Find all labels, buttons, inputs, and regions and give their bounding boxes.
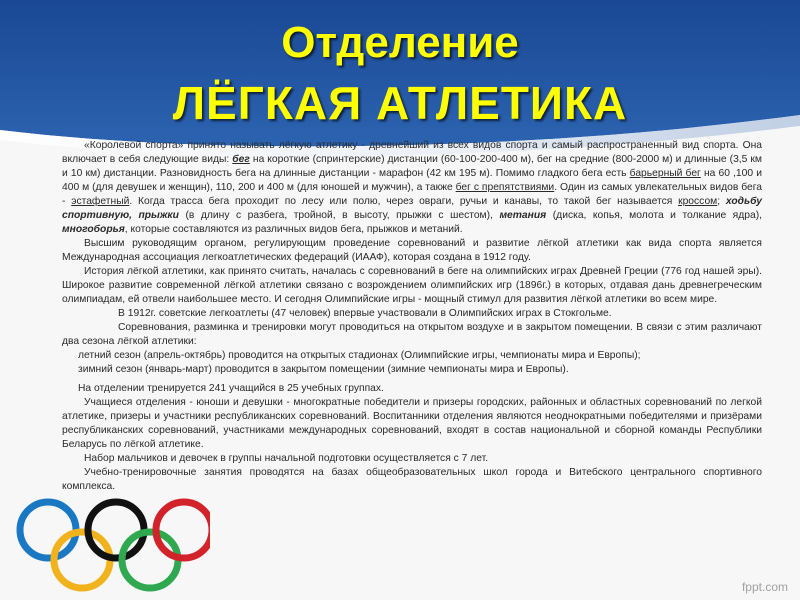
text-run: . Когда трасса бега проходит по лесу или полю, через овраги, ручьи и канавы, то такой бег называется (129, 196, 679, 207)
term-walking-jumps: ходьбу спортивную, прыжки (62, 196, 762, 221)
paragraph-seasons: Соревнования, разминка и тренировки могут проводиться на открытом воздухе и в закрытом помещении. В связи с этим различают два сезона лёгкой атлетики: (62, 322, 762, 347)
ring-blue (20, 502, 76, 558)
term-throws: метания (499, 210, 547, 221)
text-run: (диска, копья, молота и толкание ядра), (546, 210, 763, 221)
ring-yellow (54, 532, 110, 588)
ring-red (156, 502, 210, 558)
paragraph-winter-season: зимний сезон (январь-март) проводится в закрытом помещении (зимние чемпионаты мира и Европы). (78, 364, 569, 375)
paragraph-summer-season: летний сезон (апрель-октябрь) проводится на открытых стадионах (Олимпийские игры, чемпионаты мира и Европы); (78, 350, 641, 361)
paragraph-training-bases: Учебно-тренировочные занятия проводятся на базах общеобразовательных школ города и Витебского центрального спортивного комплекса. (62, 467, 762, 492)
term-relay: эстафетный (71, 196, 130, 207)
paragraph-1912: В 1912г. советские легкоатлеты (47 человек) впервые участвовали в Олимпийских играх в Стокгольме. (118, 308, 612, 319)
ring-green (122, 532, 178, 588)
text-run: . Один из самых увлекательных видов бега - (62, 182, 762, 207)
term-cross: кроссом (678, 196, 718, 207)
footer-watermark: fppt.com (741, 580, 788, 594)
text-run: на короткие (спринтерские) дистанции (60-100-200-400 м), бег на средние (800-2000 м) и длинные (3,5 км и 10 км) дистанции. Разновидность бега на длинные дистанции - марафон (42 км 195 м). Помимо гладкого бега есть (62, 154, 762, 179)
paragraph-students-count: На отделении тренируется 241 учащийся в 25 учебных группах. (78, 383, 384, 394)
term-hurdles: барьерный бег (629, 168, 701, 179)
text-run: ; (717, 196, 726, 207)
term-running: бег (232, 154, 250, 165)
text-run: (в длину с разбега, тройной, в высоту, прыжки с шестом), (178, 210, 500, 221)
ring-black (88, 502, 144, 558)
term-combined: многоборья (62, 224, 125, 235)
text-run: , которые составляются из различных видов бега, прыжков и метаний. (124, 224, 463, 235)
paragraph-achievements: Учащиеся отделения - юноши и девушки - многократные победители и призеры городских, районных и областных соревнований по легкой атлетике, призеры и участники республиканских соревнований. Воспитанники отделения являются неоднократными победителями и призёрами республиканских соревнований, участниками международных соревнований, входят в состав национальной и сборной команды Республики Беларусь по лёгкой атлетике. (62, 397, 762, 450)
paragraph-enrollment: Набор мальчиков и девочек в группы начальной подготовки осуществляется с 7 лет. (84, 453, 489, 464)
term-steeplechase: бег с препятствиями (455, 182, 555, 193)
paragraph-disciplines (62, 139, 762, 237)
olympic-rings-icon (10, 492, 210, 600)
paragraph-iaaf: Высшим руководящим органом, регулирующим проведение соревнований и развитие лёгкой атлетики как вида спорта является Международная ассоциация легкоатлетических федераций (ИААФ), которая создана в 1912 году. (62, 238, 762, 263)
paragraph-history: История лёгкой атлетики, как принято считать, началась с соревнований в беге на олимпийских играх Древней Греции (776 год нашей эры). Широкое развитие современной лёгкой атлетики связано с возрождением олимпийских игр (1896г.) в которых, отдавая дань древнегреческим олимпиадам, ей отвели наибольшее место. И сегодня Олимпийские игры - мощный стимул для развития лёгкой атлетики во всем мире. (62, 266, 762, 305)
slide-body-text (62, 139, 762, 494)
title-line-1: Отделение (281, 18, 519, 67)
text-run: на 60 ,100 и 400 м (для девушек и женщин), 110, 200 и 400 м (для юношей и мужчин), а также (62, 168, 762, 193)
text-run: «Королевой спорта» принято называть лёгкую атлетику - древнейший из всех видов спорта и самый распространенный вид спорта. Она включает в себя следующие виды: (62, 140, 762, 165)
title-line-2: ЛЁГКАЯ АТЛЕТИКА (172, 77, 628, 129)
